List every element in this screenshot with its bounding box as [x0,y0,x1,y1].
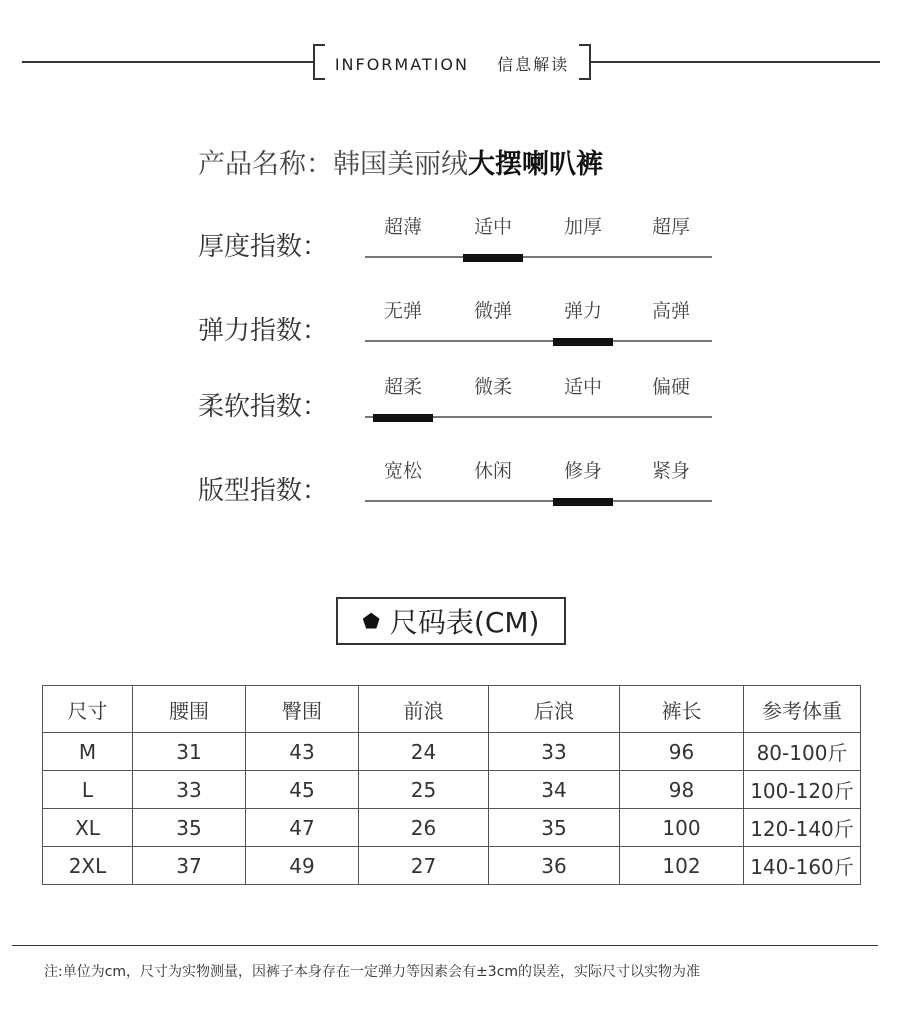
table-cell: 49 [246,847,359,885]
product-name-line [198,142,603,181]
info-title-cn: 信息解读 [497,55,570,74]
footer-divider [12,945,878,946]
size-table-title [336,597,566,645]
index-baseline [365,256,712,258]
index-option: 微弹 [473,300,512,322]
table-header-cell: 后浪 [489,686,620,733]
index-option: 无弹 [383,300,422,322]
table-cell: L [43,771,133,809]
index-option: 高弹 [651,300,690,322]
index-selected-marker [463,254,523,262]
table-cell: 31 [133,733,246,771]
table-cell: 45 [246,771,359,809]
table-header-cell: 臀围 [246,686,359,733]
table-cell: 120-140斤 [744,809,861,847]
index-option: 紧身 [651,460,690,482]
index-option: 超厚 [651,216,690,238]
index-option: 适中 [473,216,512,238]
product-name-label: 产品名称： [198,149,333,180]
table-cell: XL [43,809,133,847]
table-row [43,809,861,847]
index-label-fit: 版型指数： [198,476,329,506]
header-line-right [591,61,880,63]
table-cell: 33 [489,733,620,771]
table-header-cell: 腰围 [133,686,246,733]
info-header [313,44,591,80]
info-title-en: INFORMATION [334,55,469,74]
index-scale-elasticity [365,296,712,356]
index-option: 超柔 [383,376,422,398]
index-option: 加厚 [563,216,602,238]
table-cell: 80-100斤 [744,733,861,771]
index-scale-thickness [365,212,712,272]
table-cell: 33 [133,771,246,809]
table-cell: 37 [133,847,246,885]
footer-note: 注:单位为cm，尺寸为实物测量，因裤子本身存在一定弹力等因素会有±3cm的误差，实际尺寸以实物为准 [44,964,701,980]
index-option: 宽松 [383,460,422,482]
table-cell: 47 [246,809,359,847]
index-scale-softness [365,372,712,432]
table-header-cell: 参考体重 [744,686,861,733]
size-table-header-row [43,686,861,733]
index-option: 偏硬 [651,376,690,398]
index-option: 休闲 [473,460,512,482]
table-cell: 2XL [43,847,133,885]
table-cell: 34 [489,771,620,809]
table-header-cell: 裤长 [620,686,744,733]
table-cell: 98 [620,771,744,809]
table-cell: M [43,733,133,771]
index-selected-marker [553,498,613,506]
header-line-left [22,61,313,63]
pentagon-bullet-icon: ⬟ [362,609,380,633]
index-label-elasticity: 弹力指数： [198,316,329,346]
table-header-cell: 前浪 [359,686,489,733]
index-label-thickness: 厚度指数： [198,232,329,262]
table-row [43,847,861,885]
table-cell: 24 [359,733,489,771]
table-cell: 27 [359,847,489,885]
index-label-softness: 柔软指数： [198,392,329,422]
table-cell: 96 [620,733,744,771]
index-option: 微柔 [473,376,512,398]
table-row [43,771,861,809]
size-table-title-text: 尺码表(CM) [389,606,540,639]
table-cell: 43 [246,733,359,771]
size-table [42,685,861,885]
index-option: 修身 [563,460,602,482]
table-cell: 35 [489,809,620,847]
index-option: 弹力 [563,300,602,322]
table-cell: 35 [133,809,246,847]
table-row [43,733,861,771]
table-cell: 100 [620,809,744,847]
index-selected-marker [373,414,433,422]
table-cell: 140-160斤 [744,847,861,885]
index-baseline [365,340,712,342]
index-option: 适中 [563,376,602,398]
product-name-plain: 韩国美丽绒 [333,149,468,180]
table-cell: 36 [489,847,620,885]
table-cell: 25 [359,771,489,809]
table-cell: 100-120斤 [744,771,861,809]
table-header-cell: 尺寸 [43,686,133,733]
table-cell: 102 [620,847,744,885]
table-cell: 26 [359,809,489,847]
index-scale-fit [365,456,712,516]
index-selected-marker [553,338,613,346]
index-option: 超薄 [383,216,422,238]
product-name-bold: 大摆喇叭裤 [468,149,603,180]
info-header-label [313,52,591,75]
index-baseline [365,500,712,502]
